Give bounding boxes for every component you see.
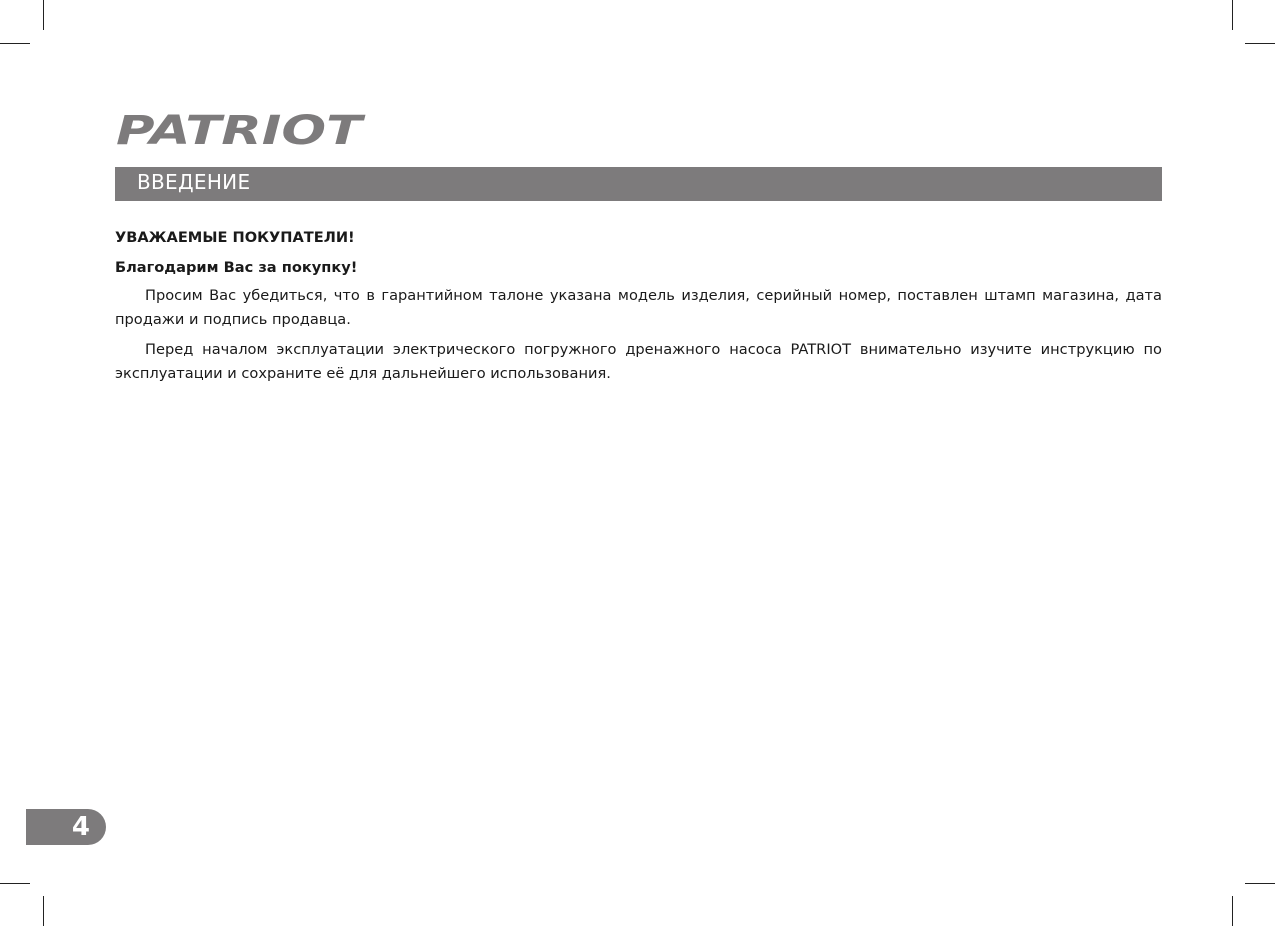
page-number-tab (26, 809, 106, 845)
crop-mark-top-right-horizontal (1245, 43, 1275, 44)
patriot-logo-wordmark (114, 110, 366, 150)
thanks-line: Благодарим Вас за покупку! (115, 259, 358, 276)
crop-mark-bottom-right-horizontal (1245, 883, 1275, 884)
greeting-heading: УВАЖАЕМЫЕ ПОКУПАТЕЛИ! (115, 229, 355, 246)
paragraph-warranty-check: Просим Вас убедиться, что в гарантийном талоне указана модель изделия, серийный номер, поставлен штамп магазина, дата продажи и подпись продавца. (115, 287, 1162, 328)
paragraph-manual-notice: Перед началом эксплуатации электрического погружного дренажного насоса PATRIOT внимательно изучите инструкцию по эксплуатации и сохраните её для дальнейшего использования. (115, 341, 1162, 382)
patriot-logo-text: PATRIOT (116, 110, 366, 150)
crop-mark-top-left-horizontal (0, 43, 30, 44)
crop-mark-bottom-left-horizontal (0, 883, 30, 884)
section-title: ВВЕДЕНИЕ (137, 170, 251, 194)
section-header-bar (115, 167, 1162, 201)
crop-mark-bottom-left-vertical (43, 896, 44, 926)
crop-mark-bottom-right-vertical (1232, 896, 1233, 926)
patriot-logo (114, 110, 366, 150)
crop-mark-top-right-vertical (1232, 0, 1233, 30)
crop-mark-top-left-vertical (43, 0, 44, 30)
intro-content (115, 226, 1162, 386)
page-number: 4 (71, 812, 90, 842)
